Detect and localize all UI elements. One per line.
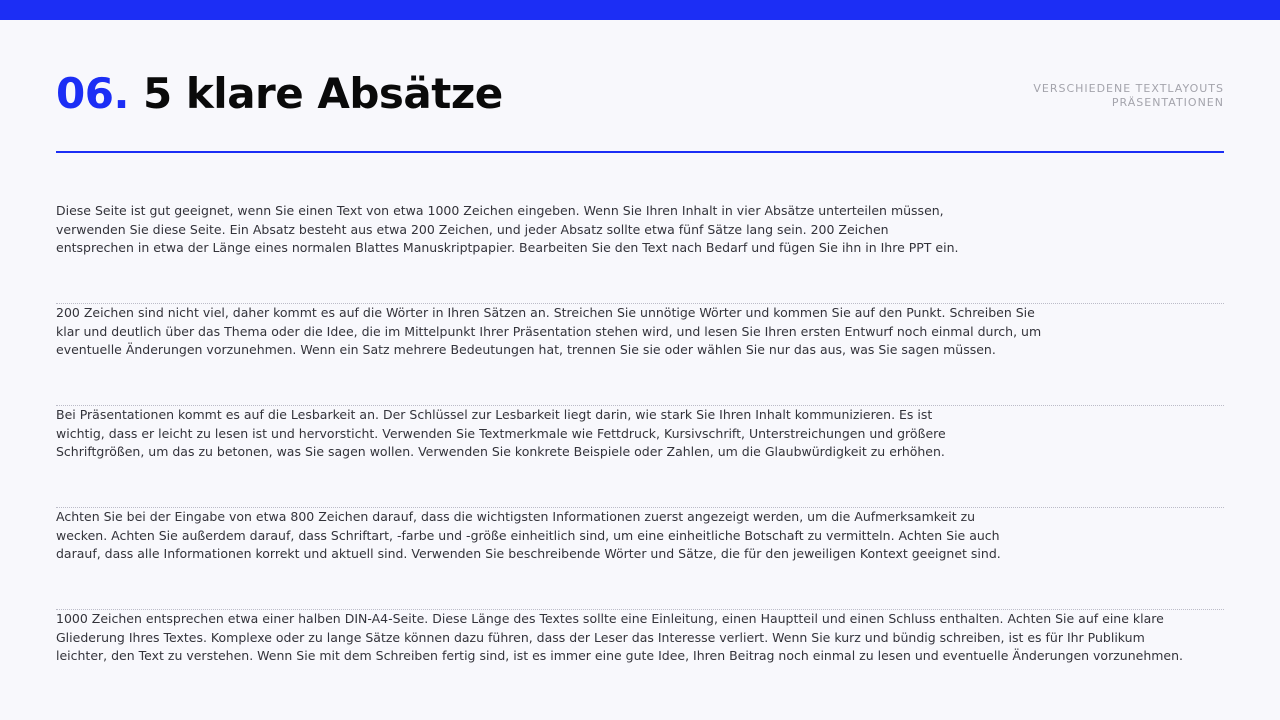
paragraph-line: Bei Präsentationen kommt es auf die Lesbarkeit an. Der Schlüssel zur Lesbarkeit liegt darin, wie stark Sie Ihren Inhalt kommunizieren. Es ist <box>56 407 933 422</box>
paragraph-line: leichter, den Text zu verstehen. Wenn Sie mit dem Schreiben fertig sind, ist es immer eine gute Idee, Ihren Beitrag noch einmal zu lesen und eventuelle Änderungen vorzunehmen. <box>56 648 1184 663</box>
paragraph-line: eventuelle Änderungen vorzunehmen. Wenn ein Satz mehrere Bedeutungen hat, trennen Sie sie oder wählen Sie nur das aus, was Sie sagen müssen. <box>56 342 996 357</box>
paragraph-line: Schriftgrößen, um das zu betonen, was Sie sagen wollen. Verwenden Sie konkrete Beispiele oder Zahlen, um die Glaubwürdigkeit zu erhöhen. <box>56 444 945 459</box>
top-right-label <box>1033 82 1224 110</box>
paragraph-list <box>56 202 1224 712</box>
paragraph-line: verwenden Sie diese Seite. Ein Absatz besteht aus etwa 200 Zeichen, und jeder Absatz sollte etwa fünf Sätze lang sein. 200 Zeichen <box>56 221 889 237</box>
paragraph-text <box>56 406 1224 462</box>
paragraph-line: Diese Seite ist gut geeignet, wenn Sie einen Text von etwa 1000 Zeichen eingeben. Wenn Sie Ihren Inhalt in vier Absätze unterteilen müssen, <box>56 203 944 218</box>
header-divider <box>56 151 1224 153</box>
paragraph-1 <box>56 202 1224 304</box>
paragraph-5 <box>56 610 1224 712</box>
paragraph-line: wichtig, dass er leicht zu lesen ist und hervorsticht. Verwenden Sie Textmerkmale wie Fettdruck, Kursivschrift, Unterstreichungen und größere <box>56 425 946 441</box>
title-text: 5 klare Absätze <box>143 69 503 118</box>
paragraph-line: Gliederung Ihres Textes. Komplexe oder zu lange Sätze können dazu führen, dass der Leser das Interesse verliert. Wenn Sie kurz und bündig schreiben, ist es für Ihr Publikum <box>56 629 1145 645</box>
top-right-line-2: PRÄSENTATIONEN <box>1111 96 1224 109</box>
paragraph-text <box>56 202 1224 258</box>
paragraph-line: entsprechen in etwa der Länge eines normalen Blattes Manuskriptpapier. Bearbeiten Sie den Text nach Bedarf und fügen Sie ihn in Ihre PPT ein. <box>56 240 959 255</box>
section-number: 06. <box>56 69 129 118</box>
paragraph-3 <box>56 406 1224 508</box>
paragraph-text <box>56 304 1224 360</box>
paragraph-4 <box>56 508 1224 610</box>
paragraph-text <box>56 610 1224 666</box>
paragraph-line: darauf, dass alle Informationen korrekt und aktuell sind. Verwenden Sie beschreibende Wörter und Sätze, die für den jeweiligen Kontext geeignet sind. <box>56 546 1001 561</box>
paragraph-2 <box>56 304 1224 406</box>
page-title <box>56 68 503 120</box>
top-right-line-1: VERSCHIEDENE TEXTLAYOUTS <box>1033 82 1224 95</box>
paragraph-line: wecken. Achten Sie außerdem darauf, dass Schriftart, -farbe und -größe einheitlich sind, um eine einheitliche Botschaft zu vermitteln. Achten Sie auch <box>56 527 1000 543</box>
paragraph-line: 1000 Zeichen entsprechen etwa einer halben DIN-A4-Seite. Diese Länge des Textes sollte eine Einleitung, einen Hauptteil und einen Schluss enthalten. Achten Sie auf eine klare <box>56 611 1164 626</box>
paragraph-line: 200 Zeichen sind nicht viel, daher kommt es auf die Wörter in Ihren Sätzen an. Streichen Sie unnötige Wörter und kommen Sie auf den Punkt. Schreiben Sie <box>56 305 1035 320</box>
top-accent-bar <box>0 0 1280 20</box>
paragraph-line: klar und deutlich über das Thema oder die Idee, die im Mittelpunkt Ihrer Präsentation stehen wird, und lesen Sie Ihren ersten Entwurf noch einmal durch, um <box>56 323 1042 339</box>
paragraph-text <box>56 508 1224 564</box>
paragraph-line: Achten Sie bei der Eingabe von etwa 800 Zeichen darauf, dass die wichtigsten Informationen zuerst angezeigt werden, um die Aufmerksamkeit zu <box>56 509 976 524</box>
